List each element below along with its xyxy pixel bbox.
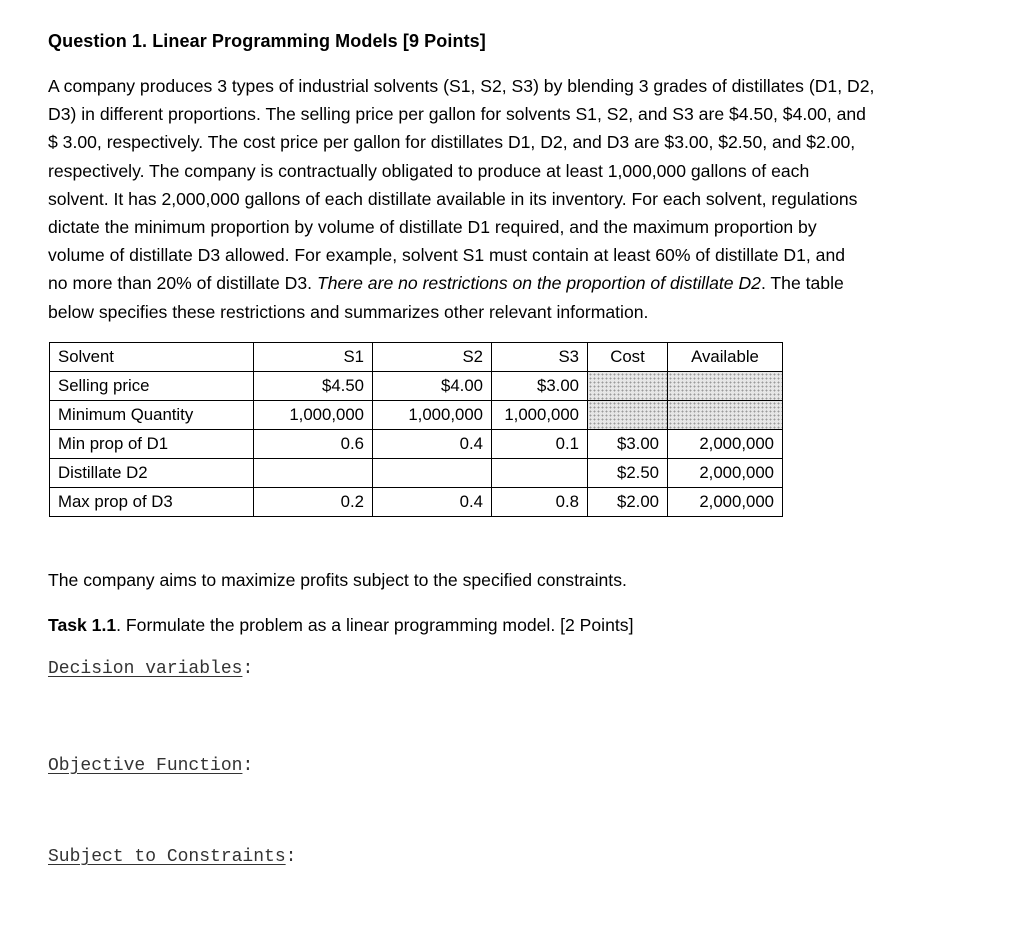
row-label: Minimum Quantity	[50, 401, 254, 430]
table-header-cell: Solvent	[50, 343, 254, 372]
paragraph-line: volume of distillate D3 allowed. For example, solvent S1 must contain at least 60% of distillate D1, and	[48, 245, 846, 266]
table-header-cell: Cost	[588, 343, 668, 372]
task-statement	[48, 615, 633, 636]
table-row	[50, 372, 783, 401]
paragraph-line: dictate the minimum proportion by volume of distillate D1 required, and the maximum proportion by	[48, 217, 817, 238]
table-cell: $4.00	[373, 372, 492, 401]
row-label: Min prop of D1	[50, 430, 254, 459]
task-text: . Formulate the problem as a linear programming model. [2 Points]	[116, 615, 634, 635]
paragraph-text: no more than 20% of distillate D3.	[48, 273, 317, 294]
paragraph-line: $ 3.00, respectively. The cost price per gallon for distillates D1, D2, and D3 are $3.00, $2.50, and $2.00,	[48, 132, 856, 153]
table-cell: 0.2	[254, 488, 373, 517]
table-cell: 1,000,000	[492, 401, 588, 430]
objective-function-heading	[48, 756, 253, 776]
decision-variables-heading	[48, 659, 253, 679]
paragraph-line: D3) in different proportions. The selling price per gallon for solvents S1, S2, and S3 are $4.50, $4.00, and	[48, 104, 866, 125]
table-cell: 0.4	[373, 430, 492, 459]
paragraph-line: solvent. It has 2,000,000 gallons of each distillate available in its inventory. For each solvent, regulations	[48, 188, 858, 209]
available-cell: 2,000,000	[668, 488, 783, 517]
table-cell: $3.00	[492, 372, 588, 401]
shaded-cell	[668, 372, 783, 401]
row-label: Selling price	[50, 372, 254, 401]
shaded-cell	[588, 401, 668, 430]
question-title: Question 1. Linear Programming Models [9 Points]	[48, 31, 486, 51]
section-label: Decision variables	[48, 659, 243, 679]
shaded-cell	[588, 372, 668, 401]
table-cell	[492, 459, 588, 488]
section-colon: :	[285, 847, 297, 867]
table-cell	[373, 459, 492, 488]
table-header-cell: Available	[668, 343, 783, 372]
table-cell: 0.8	[492, 488, 588, 517]
table-header-cell: S3	[492, 343, 588, 372]
table-cell: $4.50	[254, 372, 373, 401]
table-cell: 0.4	[373, 488, 492, 517]
table-cell: 1,000,000	[254, 401, 373, 430]
table-header-cell: S1	[254, 343, 373, 372]
problem-description	[48, 72, 968, 326]
section-label: Subject to Constraints	[48, 847, 286, 867]
section-label: Objective Function	[48, 756, 243, 776]
available-cell: 2,000,000	[668, 459, 783, 488]
table-header-row	[50, 343, 783, 372]
table-row	[50, 401, 783, 430]
paragraph-text: . The table	[760, 273, 844, 294]
task-label: Task 1.1	[48, 615, 117, 635]
paragraph-line	[48, 269, 968, 297]
table-header-cell: S2	[373, 343, 492, 372]
paragraph-line: below specifies these restrictions and summarizes other relevant information.	[48, 301, 649, 322]
table-row	[50, 459, 783, 488]
row-label: Distillate D2	[50, 459, 254, 488]
table-row	[50, 430, 783, 459]
table-cell: 1,000,000	[373, 401, 492, 430]
paragraph-line: respectively. The company is contractually obligated to produce at least 1,000,000 gallons of each	[48, 160, 810, 181]
cost-cell: $3.00	[588, 430, 668, 459]
table-cell: 0.1	[492, 430, 588, 459]
table-cell	[254, 459, 373, 488]
aims-statement: The company aims to maximize profits subject to the specified constraints.	[48, 570, 627, 590]
table-cell: 0.6	[254, 430, 373, 459]
available-cell: 2,000,000	[668, 430, 783, 459]
solvent-info-table	[49, 342, 783, 517]
constraints-heading	[48, 847, 296, 867]
section-colon: :	[242, 756, 254, 776]
cost-cell: $2.50	[588, 459, 668, 488]
cost-cell: $2.00	[588, 488, 668, 517]
paragraph-italic-text: There are no restrictions on the proportion of distillate D2	[316, 273, 761, 294]
shaded-cell	[668, 401, 783, 430]
section-colon: :	[242, 659, 254, 679]
table-row	[50, 488, 783, 517]
paragraph-line: A company produces 3 types of industrial solvents (S1, S2, S3) by blending 3 grades of distillates (D1, D2,	[48, 76, 875, 96]
row-label: Max prop of D3	[50, 488, 254, 517]
